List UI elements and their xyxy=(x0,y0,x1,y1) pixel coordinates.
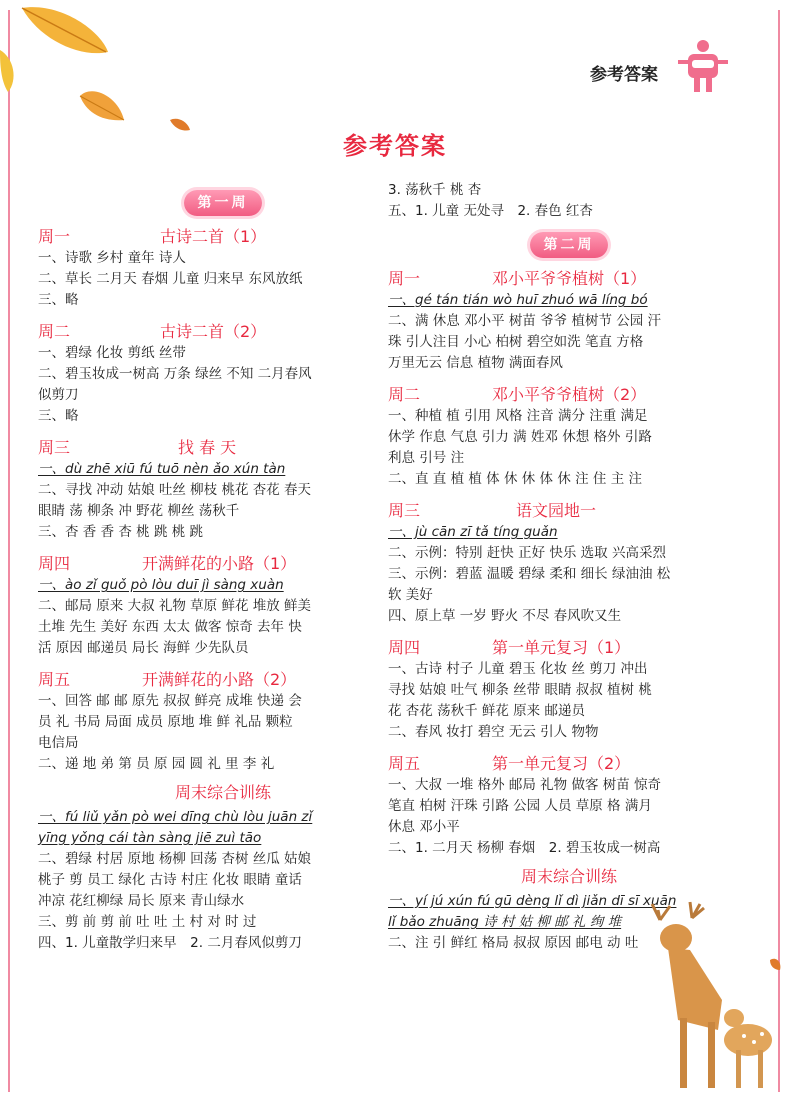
section-title: 开满鲜花的小路（2） xyxy=(142,669,297,689)
section-day: 周一 xyxy=(388,268,421,288)
pinyin-line: 一、fú liǔ yǎn pò wei dīng chù lòu juān zǐ xyxy=(38,809,313,825)
section-day: 周二 xyxy=(388,384,421,404)
answer-line: 万里无云 信息 植物 满面春风 xyxy=(388,355,563,371)
pinyin-line: lǐ bǎo zhuāng 诗 村 姑 柳 邮 礼 绚 堆 xyxy=(388,914,622,930)
answer-line: 电信局 xyxy=(38,735,79,751)
weekend-title: 周末综合训练 xyxy=(174,783,271,802)
answer-line: 三、略 xyxy=(38,292,79,308)
answer-line: 二、递 地 弟 第 员 原 园 圆 礼 里 李 礼 xyxy=(38,756,275,772)
week-badge: 第一周 xyxy=(184,190,262,216)
section-wed xyxy=(38,433,408,543)
section-day: 周五 xyxy=(38,669,71,689)
answer-line: 利息 引号 注 xyxy=(388,450,465,466)
section-title: 语文园地一 xyxy=(516,500,597,520)
section-day: 周三 xyxy=(38,437,71,457)
section-title: 古诗二首（1） xyxy=(160,226,267,246)
answer-line: 一、种植 植 引用 风格 注音 满分 注重 满足 xyxy=(388,408,648,424)
answer-line: 桃子 剪 员工 绿化 古诗 村庄 化妆 眼睛 童话 xyxy=(38,872,302,888)
answer-line: 一、大叔 一堆 格外 邮局 礼物 做客 树苗 惊奇 xyxy=(388,777,662,793)
answer-line: 3. 荡秋千 桃 杏 xyxy=(388,182,482,198)
answer-line: 二、直 直 植 植 体 休 休 体 休 注 住 主 注 xyxy=(388,471,642,487)
answer-line: 笔直 柏树 汗珠 引路 公园 人员 草原 格 满月 xyxy=(388,798,652,814)
answer-line: 员 礼 书局 局面 成员 原地 堆 鲜 礼品 颗粒 xyxy=(38,714,293,730)
section-title: 邓小平爷爷植树（1） xyxy=(492,268,647,288)
answer-line: 二、寻找 冲动 姑娘 吐丝 柳枝 桃花 杏花 春天 xyxy=(38,482,312,498)
answer-line: 三、剪 前 剪 前 吐 吐 土 村 对 时 过 xyxy=(38,914,257,930)
autumn-leaf-icon xyxy=(0,0,200,140)
pinyin-line: 一、gé tán tián wò huī zhuó wā líng bó xyxy=(388,292,648,308)
section-day: 周三 xyxy=(388,500,421,520)
answer-line: 二、1. 二月天 杨柳 春烟 2. 碧玉妆成一树高 xyxy=(388,840,661,856)
answer-line: 一、碧绿 化妆 剪纸 丝带 xyxy=(38,345,186,361)
answer-line: 二、碧玉妆成一树高 万条 绿丝 不知 二月春风 xyxy=(38,366,312,382)
answer-line: 二、春风 妆打 碧空 无云 引人 物物 xyxy=(388,724,599,740)
answer-line: 土堆 先生 美好 东西 太太 做客 惊奇 去年 快 xyxy=(38,619,302,635)
answer-line: 冲凉 花红柳绿 局长 原来 青山绿水 xyxy=(38,893,245,909)
section-title: 古诗二首（2） xyxy=(160,321,267,341)
week-badge: 第二周 xyxy=(530,232,608,258)
answer-line: 一、诗歌 乡村 童年 诗人 xyxy=(38,250,186,266)
section-tue xyxy=(38,317,408,427)
robot-mascot-icon xyxy=(674,34,732,102)
answer-line: 软 美好 xyxy=(388,587,433,603)
answer-line: 三、杏 香 香 杏 桃 跳 桃 跳 xyxy=(38,524,204,540)
answer-line: 二、满 休息 邓小平 树苗 爷爷 植树节 公园 汗 xyxy=(388,313,662,329)
answer-line: 似剪刀 xyxy=(38,387,79,403)
header-label: 参考答案 xyxy=(590,65,658,85)
answer-line: 二、注 引 鲜红 格局 叔叔 原因 邮电 动 吐 xyxy=(388,935,639,951)
section-title: 第一单元复习（1） xyxy=(492,637,631,657)
section-tue xyxy=(388,380,750,490)
answer-line: 二、邮局 原来 大叔 礼物 草原 鲜花 堆放 鲜美 xyxy=(38,598,312,614)
answer-line: 三、略 xyxy=(38,408,79,424)
answer-line: 活 原因 邮递员 局长 海鲜 少先队员 xyxy=(38,640,249,656)
section-thu xyxy=(38,549,408,659)
section-day: 周五 xyxy=(388,753,421,773)
answer-line: 二、示例：特别 赶快 正好 快乐 选取 兴高采烈 xyxy=(388,545,666,561)
right-column xyxy=(388,180,750,954)
pinyin-line: yīng yǒng cái tàn sàng jiē zuì tāo xyxy=(38,830,262,846)
section-fri xyxy=(38,665,408,775)
answer-line: 三、示例：碧蓝 温暖 碧绿 柔和 细长 绿油油 松 xyxy=(388,566,671,582)
section-title: 开满鲜花的小路（1） xyxy=(142,553,297,573)
pinyin-line: 一、ào zǐ guǒ pò lòu duī jì sàng xuàn xyxy=(38,577,284,593)
section-wed xyxy=(388,496,750,627)
answer-line: 寻找 姑娘 吐气 柳条 丝带 眼睛 叔叔 植树 桃 xyxy=(388,682,652,698)
answer-line: 一、古诗 村子 儿童 碧玉 化妆 丝 剪刀 冲出 xyxy=(388,661,648,677)
section-mon xyxy=(388,264,750,374)
answer-line: 五、1. 儿童 无处寻 2. 春色 红杏 xyxy=(388,203,593,219)
answer-line: 休学 作息 气息 引力 满 姓邓 休想 格外 引路 xyxy=(388,429,652,445)
weekend-title: 周末综合训练 xyxy=(520,867,617,886)
pinyin-line: 一、yí jú xún fú gū dèng lǐ dì jiǎn dī sī xuān xyxy=(388,893,677,909)
deer-illustration-icon xyxy=(630,900,785,1095)
answer-line: 一、回答 邮 邮 原先 叔叔 鲜亮 成堆 快递 会 xyxy=(38,693,302,709)
answer-line: 二、碧绿 村居 原地 杨柳 回荡 杏树 丝瓜 姑娘 xyxy=(38,851,312,867)
answer-line: 四、原上草 一岁 野火 不尽 春风吹又生 xyxy=(388,608,622,624)
left-column xyxy=(38,180,408,954)
answer-line: 四、1. 儿童散学归来早 2. 二月春风似剪刀 xyxy=(38,935,302,951)
section-day: 周四 xyxy=(38,553,71,573)
pinyin-line: 一、jù cān zī tǎ tíng guǎn xyxy=(388,524,558,540)
page-title: 参考答案 xyxy=(343,132,447,160)
answer-line: 花 杏花 荡秋千 鲜花 原来 邮递员 xyxy=(388,703,585,719)
section-fri xyxy=(388,749,750,859)
section-thu xyxy=(388,633,750,743)
section-title: 邓小平爷爷植树（2） xyxy=(492,384,647,404)
section-weekend xyxy=(38,781,408,954)
answer-line: 珠 引人注目 小心 柏树 碧空如洗 笔直 方格 xyxy=(388,334,644,350)
section-day: 周一 xyxy=(38,226,71,246)
pinyin-line: 一、dù zhē xiū fú tuō nèn ǎo xún tàn xyxy=(38,461,286,477)
section-title: 找 春 天 xyxy=(178,437,237,457)
answer-line: 二、草长 二月天 春烟 儿童 归来早 东风放纸 xyxy=(38,271,303,287)
answer-line: 休息 邓小平 xyxy=(388,819,460,835)
section-title: 第一单元复习（2） xyxy=(492,753,631,773)
section-mon xyxy=(38,222,408,311)
section-day: 周四 xyxy=(388,637,421,657)
answer-line: 眼睛 荡 柳条 冲 野花 柳丝 荡秋千 xyxy=(38,503,240,519)
section-day: 周二 xyxy=(38,321,71,341)
